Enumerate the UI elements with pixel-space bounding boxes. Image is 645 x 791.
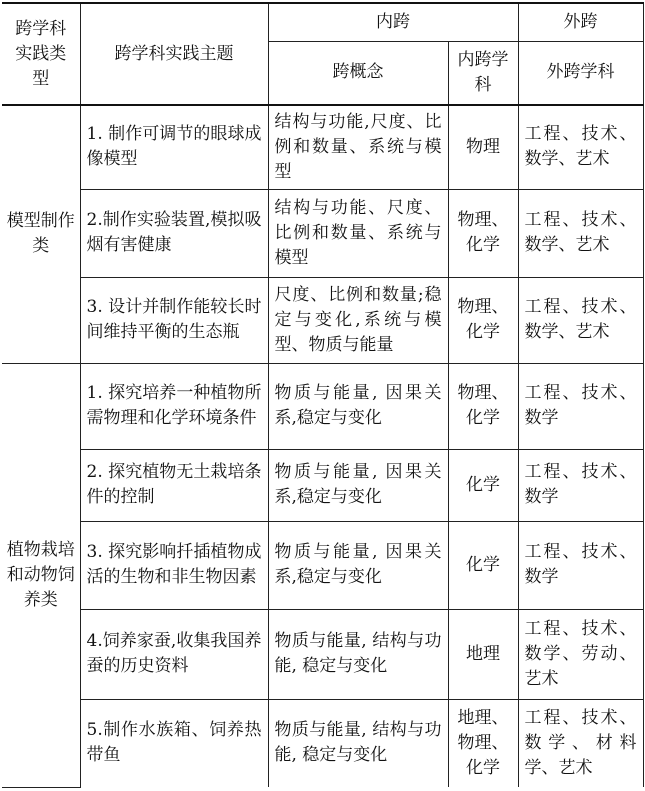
table-row bbox=[2, 609, 643, 699]
theme-cell: 1. 探究培养一种植物所需物理和化学环境条件 bbox=[80, 363, 268, 449]
header-theme: 跨学科实践主题 bbox=[80, 3, 268, 105]
concept-cell: 物质与能量, 因果关系,稳定与变化 bbox=[268, 449, 448, 521]
concept-cell: 结构与功能、尺度、比例和数量、系统与模型 bbox=[268, 189, 448, 277]
outer-subject-cell: 工程、技术、数学、艺术 bbox=[518, 277, 643, 363]
table-row bbox=[2, 449, 643, 521]
outer-subject-cell: 工程、技术、数学 bbox=[518, 363, 643, 449]
outer-subject-cell: 工程、技术、数学 bbox=[518, 521, 643, 609]
header-inner-subject: 内跨学科 bbox=[448, 41, 518, 105]
inner-subject-cell: 物理、化学 bbox=[448, 363, 518, 449]
table-row bbox=[2, 189, 643, 277]
table-row bbox=[2, 699, 643, 787]
outer-subject-cell: 工程、技术、数学、材料学、艺术 bbox=[518, 699, 643, 787]
theme-cell: 4.饲养家蚕,收集我国养蚕的历史资料 bbox=[80, 609, 268, 699]
inner-subject-cell: 物理 bbox=[448, 105, 518, 189]
outer-subject-cell: 工程、技术、数学、艺术 bbox=[518, 105, 643, 189]
header-outer-group: 外跨 bbox=[518, 3, 643, 41]
theme-cell: 3. 探究影响扦插植物成活的生物和非生物因素 bbox=[80, 521, 268, 609]
theme-cell: 1. 制作可调节的眼球成像模型 bbox=[80, 105, 268, 189]
header-inner-group: 内跨 bbox=[268, 3, 518, 41]
practice-table bbox=[2, 2, 644, 788]
header-outer-subject: 外跨学科 bbox=[518, 41, 643, 105]
header-type: 跨学科实践类型 bbox=[2, 3, 80, 105]
inner-subject-cell: 化学 bbox=[448, 521, 518, 609]
outer-subject-cell: 工程、技术、数学 bbox=[518, 449, 643, 521]
table-row bbox=[2, 105, 643, 189]
outer-subject-cell: 工程、技术、数学、劳动、艺术 bbox=[518, 609, 643, 699]
type-cell: 植物栽培和动物饲养类 bbox=[2, 363, 80, 787]
concept-cell: 物质与能量, 结构与功能, 稳定与变化 bbox=[268, 699, 448, 787]
theme-cell: 5.制作水族箱、饲养热带鱼 bbox=[80, 699, 268, 787]
table-row bbox=[2, 363, 643, 449]
inner-subject-cell: 物理、化学 bbox=[448, 189, 518, 277]
outer-subject-cell: 工程、技术、数学、艺术 bbox=[518, 189, 643, 277]
type-cell: 模型制作类 bbox=[2, 105, 80, 363]
inner-subject-cell: 化学 bbox=[448, 449, 518, 521]
theme-cell: 3. 设计并制作能较长时间维持平衡的生态瓶 bbox=[80, 277, 268, 363]
table-row bbox=[2, 277, 643, 363]
theme-cell: 2. 探究植物无土栽培条件的控制 bbox=[80, 449, 268, 521]
table-row bbox=[2, 521, 643, 609]
concept-cell: 尺度、比例和数量;稳定与变化,系统与模型、物质与能量 bbox=[268, 277, 448, 363]
concept-cell: 结构与功能,尺度、比例和数量、系统与模型 bbox=[268, 105, 448, 189]
concept-cell: 物质与能量, 因果关系,稳定与变化 bbox=[268, 363, 448, 449]
inner-subject-cell: 地理、物理、化学 bbox=[448, 699, 518, 787]
header-concept: 跨概念 bbox=[268, 41, 448, 105]
inner-subject-cell: 地理 bbox=[448, 609, 518, 699]
concept-cell: 物质与能量, 因果关系,稳定与变化 bbox=[268, 521, 448, 609]
concept-cell: 物质与能量, 结构与功能, 稳定与变化 bbox=[268, 609, 448, 699]
theme-cell: 2.制作实验装置,模拟吸烟有害健康 bbox=[80, 189, 268, 277]
inner-subject-cell: 物理、化学 bbox=[448, 277, 518, 363]
